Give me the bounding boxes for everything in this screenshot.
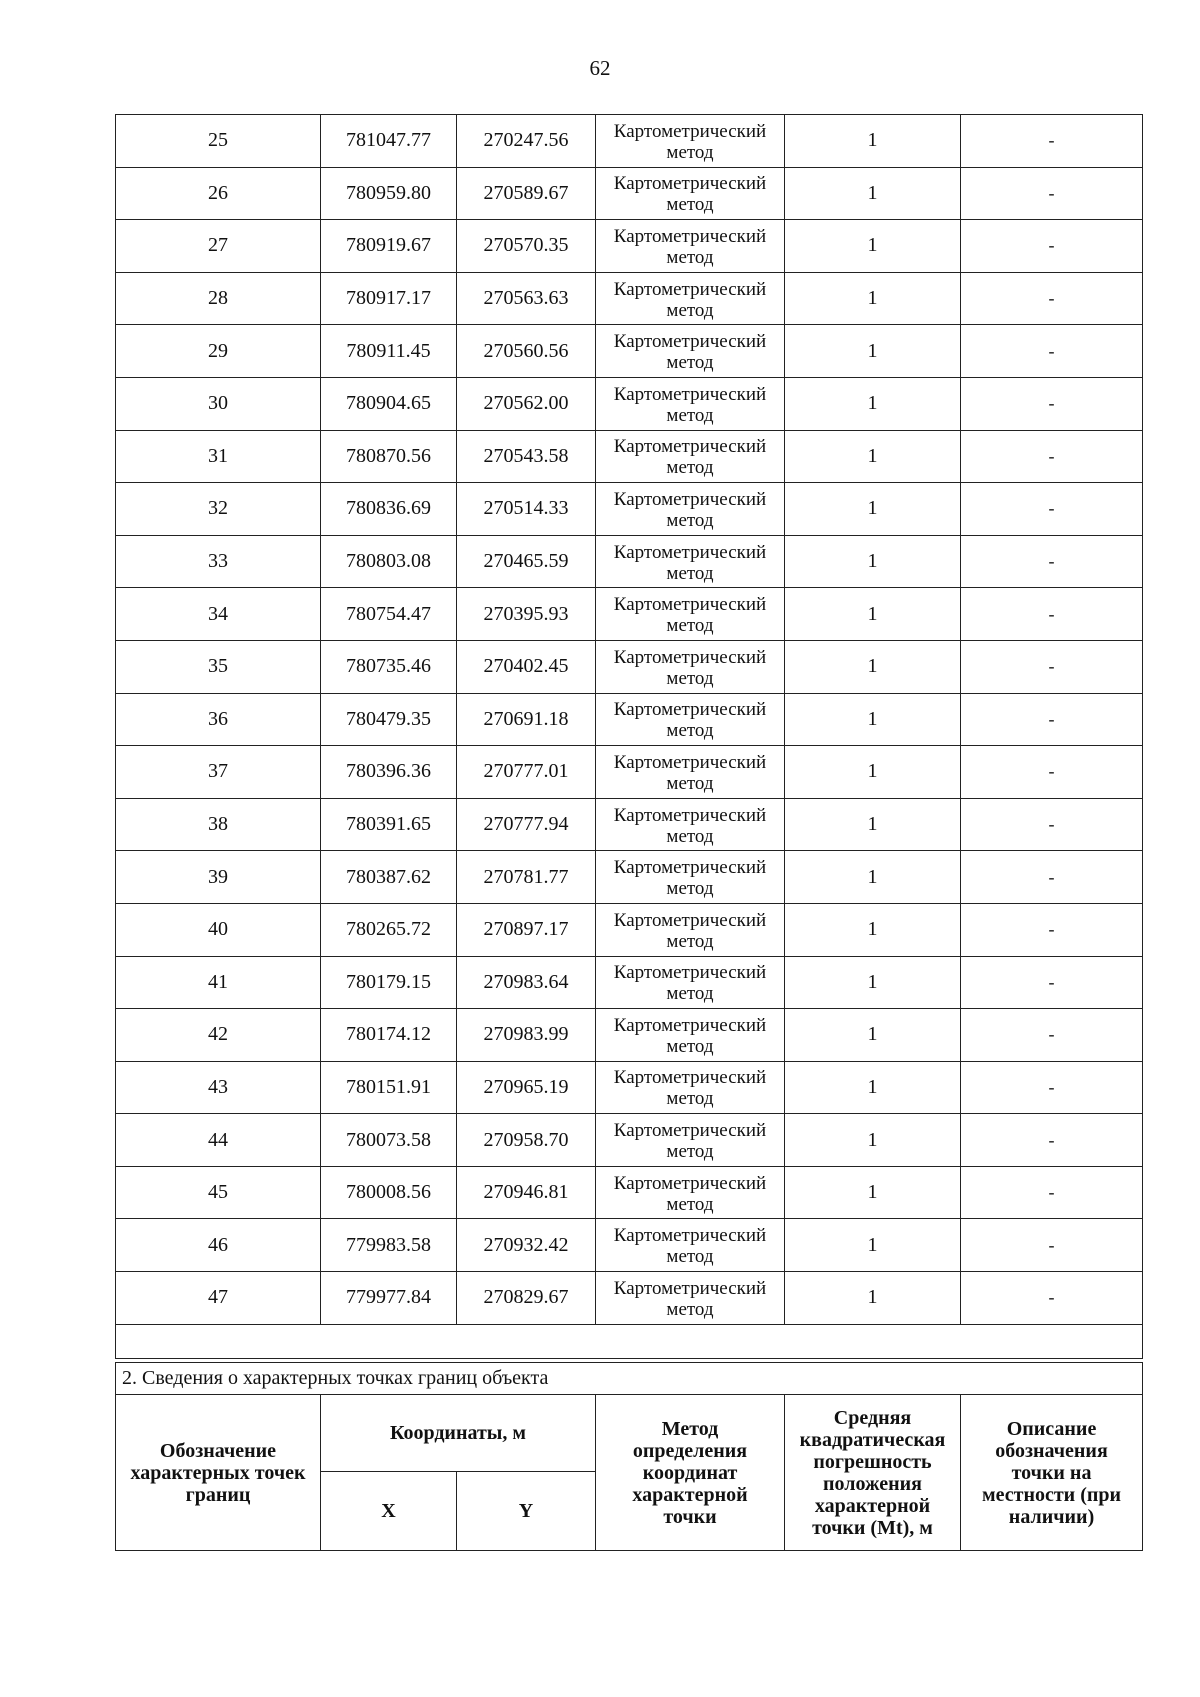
table-row: [116, 693, 1143, 746]
description-cell: -: [961, 535, 1143, 588]
method-cell: [596, 1114, 785, 1167]
description-cell: -: [961, 325, 1143, 378]
method-cell: [596, 903, 785, 956]
x-coordinate-cell: 780396.36: [321, 746, 457, 799]
table-row: [116, 430, 1143, 483]
method-line: метод: [666, 878, 714, 900]
header-coordinates: Координаты, м: [321, 1395, 596, 1472]
description-cell: -: [961, 640, 1143, 693]
method-line: Картометрический: [613, 1277, 767, 1299]
header-line: положения: [823, 1472, 922, 1495]
method-line: Картометрический: [613, 594, 767, 616]
y-coordinate-cell: 270514.33: [457, 483, 596, 536]
header-line: Средняя: [833, 1406, 912, 1429]
mt-cell: 1: [785, 325, 961, 378]
table-row: [116, 798, 1143, 851]
header-line: обозначения: [995, 1439, 1108, 1462]
point-number-cell: 25: [116, 115, 321, 168]
method-line: Картометрический: [613, 383, 767, 405]
method-cell: [596, 483, 785, 536]
point-number-cell: 45: [116, 1166, 321, 1219]
y-coordinate-cell: 270562.00: [457, 377, 596, 430]
mt-cell: 1: [785, 272, 961, 325]
method-cell: [596, 640, 785, 693]
mt-cell: 1: [785, 903, 961, 956]
mt-cell: 1: [785, 640, 961, 693]
point-number-cell: 37: [116, 746, 321, 799]
table-row: [116, 903, 1143, 956]
method-line: Картометрический: [613, 120, 767, 142]
section2-table: [115, 1362, 1143, 1551]
y-coordinate-cell: 270395.93: [457, 588, 596, 641]
method-line: Картометрический: [613, 1120, 767, 1142]
y-coordinate-cell: 270570.35: [457, 220, 596, 273]
y-coordinate-cell: 270560.56: [457, 325, 596, 378]
point-number-cell: 42: [116, 1009, 321, 1062]
empty-row: [116, 1324, 1143, 1358]
method-line: метод: [666, 825, 714, 847]
mt-cell: 1: [785, 851, 961, 904]
header-line: характерной: [632, 1483, 748, 1506]
y-coordinate-cell: 270932.42: [457, 1219, 596, 1272]
method-line: метод: [666, 772, 714, 794]
method-line: метод: [666, 930, 714, 952]
y-coordinate-cell: 270777.01: [457, 746, 596, 799]
x-coordinate-cell: 781047.77: [321, 115, 457, 168]
table-row: [116, 956, 1143, 1009]
method-cell: [596, 1061, 785, 1114]
method-line: метод: [666, 1298, 714, 1320]
table-row: [116, 1272, 1143, 1325]
y-coordinate-cell: 270983.64: [457, 956, 596, 1009]
table-row: [116, 1166, 1143, 1219]
method-cell: [596, 115, 785, 168]
point-number-cell: 31: [116, 430, 321, 483]
point-number-cell: 40: [116, 903, 321, 956]
x-coordinate-cell: 780174.12: [321, 1009, 457, 1062]
table-row: [116, 1114, 1143, 1167]
y-coordinate-cell: 270247.56: [457, 115, 596, 168]
x-coordinate-cell: 780073.58: [321, 1114, 457, 1167]
mt-cell: 1: [785, 798, 961, 851]
y-coordinate-cell: 270946.81: [457, 1166, 596, 1219]
method-line: Картометрический: [613, 646, 767, 668]
table-row: [116, 483, 1143, 536]
table-row: [116, 167, 1143, 220]
description-cell: -: [961, 1166, 1143, 1219]
point-number-cell: 34: [116, 588, 321, 641]
x-coordinate-cell: 780151.91: [321, 1061, 457, 1114]
method-line: Картометрический: [613, 541, 767, 563]
point-number-cell: 30: [116, 377, 321, 430]
header-line: определения: [632, 1439, 748, 1462]
method-line: метод: [666, 404, 714, 426]
header-line: границ: [185, 1483, 251, 1506]
description-cell: -: [961, 115, 1143, 168]
method-cell: [596, 1272, 785, 1325]
method-cell: [596, 588, 785, 641]
y-coordinate-cell: 270781.77: [457, 851, 596, 904]
header-line: местности (при: [982, 1483, 1122, 1506]
header-line: точки (Mt), м: [812, 1516, 933, 1539]
description-cell: -: [961, 483, 1143, 536]
y-coordinate-cell: 270983.99: [457, 1009, 596, 1062]
method-cell: [596, 167, 785, 220]
header-x: X: [321, 1472, 457, 1551]
header-line: Метод: [661, 1417, 719, 1440]
method-line: метод: [666, 141, 714, 163]
method-line: метод: [666, 299, 714, 321]
x-coordinate-cell: 780008.56: [321, 1166, 457, 1219]
mt-cell: 1: [785, 693, 961, 746]
mt-cell: 1: [785, 1219, 961, 1272]
description-cell: -: [961, 1009, 1143, 1062]
point-number-cell: 41: [116, 956, 321, 1009]
x-coordinate-cell: 780959.80: [321, 167, 457, 220]
method-line: метод: [666, 457, 714, 479]
description-cell: -: [961, 851, 1143, 904]
y-coordinate-cell: 270589.67: [457, 167, 596, 220]
point-number-cell: 33: [116, 535, 321, 588]
method-cell: [596, 272, 785, 325]
method-cell: [596, 535, 785, 588]
method-line: Картометрический: [613, 225, 767, 247]
method-line: метод: [666, 720, 714, 742]
header-description: [961, 1395, 1143, 1551]
header-designation: [116, 1395, 321, 1551]
table-row: [116, 220, 1143, 273]
description-cell: -: [961, 377, 1143, 430]
x-coordinate-cell: 779977.84: [321, 1272, 457, 1325]
point-number-cell: 38: [116, 798, 321, 851]
mt-cell: 1: [785, 956, 961, 1009]
header-error: [785, 1395, 961, 1551]
empty-cell: [116, 1324, 1143, 1358]
mt-cell: 1: [785, 483, 961, 536]
table-row: [116, 1061, 1143, 1114]
table-row: [116, 588, 1143, 641]
y-coordinate-cell: 270829.67: [457, 1272, 596, 1325]
point-number-cell: 44: [116, 1114, 321, 1167]
method-cell: [596, 693, 785, 746]
method-cell: [596, 1219, 785, 1272]
method-line: Картометрический: [613, 1067, 767, 1089]
method-line: Картометрический: [613, 751, 767, 773]
method-line: Картометрический: [613, 1225, 767, 1247]
description-cell: -: [961, 220, 1143, 273]
point-number-cell: 32: [116, 483, 321, 536]
y-coordinate-cell: 270777.94: [457, 798, 596, 851]
point-number-cell: 28: [116, 272, 321, 325]
method-line: метод: [666, 246, 714, 268]
description-cell: -: [961, 798, 1143, 851]
x-coordinate-cell: 780836.69: [321, 483, 457, 536]
header-line: квадратическая: [799, 1428, 946, 1451]
header-line: Описание: [1006, 1417, 1097, 1440]
x-coordinate-cell: 779983.58: [321, 1219, 457, 1272]
x-coordinate-cell: 780735.46: [321, 640, 457, 693]
x-coordinate-cell: 780479.35: [321, 693, 457, 746]
header-line: характерной: [814, 1494, 931, 1517]
table-row: [116, 746, 1143, 799]
method-line: Картометрический: [613, 804, 767, 826]
y-coordinate-cell: 270465.59: [457, 535, 596, 588]
description-cell: -: [961, 956, 1143, 1009]
method-cell: [596, 851, 785, 904]
method-line: Картометрический: [613, 436, 767, 458]
mt-cell: 1: [785, 430, 961, 483]
x-coordinate-cell: 780391.65: [321, 798, 457, 851]
mt-cell: 1: [785, 220, 961, 273]
description-cell: -: [961, 746, 1143, 799]
method-cell: [596, 377, 785, 430]
header-y: Y: [457, 1472, 596, 1551]
method-cell: [596, 430, 785, 483]
method-line: метод: [666, 509, 714, 531]
x-coordinate-cell: 780917.17: [321, 272, 457, 325]
page-number: 62: [589, 56, 611, 80]
description-cell: -: [961, 272, 1143, 325]
table-row: [116, 640, 1143, 693]
mt-cell: 1: [785, 1009, 961, 1062]
x-coordinate-cell: 780754.47: [321, 588, 457, 641]
y-coordinate-cell: 270543.58: [457, 430, 596, 483]
method-line: метод: [666, 667, 714, 689]
point-number-cell: 43: [116, 1061, 321, 1114]
coordinates-table-body: [116, 115, 1143, 1359]
mt-cell: 1: [785, 377, 961, 430]
mt-cell: 1: [785, 746, 961, 799]
table-row: [116, 535, 1143, 588]
method-line: Картометрический: [613, 857, 767, 879]
method-line: Картометрический: [613, 962, 767, 984]
x-coordinate-cell: 780387.62: [321, 851, 457, 904]
y-coordinate-cell: 270965.19: [457, 1061, 596, 1114]
x-coordinate-cell: 780803.08: [321, 535, 457, 588]
method-line: Картометрический: [613, 173, 767, 195]
method-line: метод: [666, 1193, 714, 1215]
y-coordinate-cell: 270958.70: [457, 1114, 596, 1167]
table-row: [116, 377, 1143, 430]
x-coordinate-cell: 780265.72: [321, 903, 457, 956]
mt-cell: 1: [785, 588, 961, 641]
description-cell: -: [961, 903, 1143, 956]
y-coordinate-cell: 270897.17: [457, 903, 596, 956]
method-cell: [596, 325, 785, 378]
mt-cell: 1: [785, 1272, 961, 1325]
mt-cell: 1: [785, 1114, 961, 1167]
header-line: характерных точек: [130, 1461, 306, 1484]
description-cell: -: [961, 1114, 1143, 1167]
coordinates-table: [115, 114, 1143, 1359]
method-cell: [596, 798, 785, 851]
point-number-cell: 47: [116, 1272, 321, 1325]
mt-cell: 1: [785, 535, 961, 588]
description-cell: -: [961, 693, 1143, 746]
method-line: Картометрический: [613, 1172, 767, 1194]
method-line: метод: [666, 194, 714, 216]
point-number-cell: 36: [116, 693, 321, 746]
method-cell: [596, 1166, 785, 1219]
description-cell: -: [961, 1219, 1143, 1272]
point-number-cell: 39: [116, 851, 321, 904]
description-cell: -: [961, 167, 1143, 220]
table-row: [116, 1219, 1143, 1272]
header-line: точки на: [1011, 1461, 1092, 1484]
method-line: метод: [666, 1246, 714, 1268]
x-coordinate-cell: 780919.67: [321, 220, 457, 273]
table-row: [116, 851, 1143, 904]
mt-cell: 1: [785, 1166, 961, 1219]
description-cell: -: [961, 1061, 1143, 1114]
method-line: Картометрический: [613, 278, 767, 300]
x-coordinate-cell: 780904.65: [321, 377, 457, 430]
x-coordinate-cell: 780870.56: [321, 430, 457, 483]
y-coordinate-cell: 270691.18: [457, 693, 596, 746]
section2-title: 2. Сведения о характерных точках границ объекта: [116, 1363, 1143, 1395]
method-line: метод: [666, 352, 714, 374]
header-line: Обозначение: [159, 1439, 277, 1462]
method-cell: [596, 220, 785, 273]
y-coordinate-cell: 270402.45: [457, 640, 596, 693]
method-line: Картометрический: [613, 1014, 767, 1036]
header-line: наличии): [1008, 1505, 1095, 1528]
method-line: метод: [666, 562, 714, 584]
table-row: [116, 272, 1143, 325]
method-line: Картометрический: [613, 699, 767, 721]
method-line: метод: [666, 615, 714, 637]
point-number-cell: 46: [116, 1219, 321, 1272]
description-cell: -: [961, 1272, 1143, 1325]
method-cell: [596, 1009, 785, 1062]
method-line: Картометрический: [613, 331, 767, 353]
description-cell: -: [961, 430, 1143, 483]
x-coordinate-cell: 780179.15: [321, 956, 457, 1009]
table-row: [116, 1009, 1143, 1062]
table-row: [116, 115, 1143, 168]
method-line: метод: [666, 1141, 714, 1163]
header-line: погрешность: [813, 1450, 932, 1473]
header-line: точки: [663, 1505, 717, 1528]
mt-cell: 1: [785, 167, 961, 220]
method-line: метод: [666, 1088, 714, 1110]
x-coordinate-cell: 780911.45: [321, 325, 457, 378]
method-line: Картометрический: [613, 909, 767, 931]
method-line: Картометрический: [613, 488, 767, 510]
method-line: метод: [666, 1035, 714, 1057]
header-line: координат: [642, 1461, 738, 1484]
point-number-cell: 29: [116, 325, 321, 378]
mt-cell: 1: [785, 115, 961, 168]
point-number-cell: 27: [116, 220, 321, 273]
method-cell: [596, 956, 785, 1009]
description-cell: -: [961, 588, 1143, 641]
method-line: метод: [666, 983, 714, 1005]
table-row: [116, 325, 1143, 378]
point-number-cell: 26: [116, 167, 321, 220]
method-cell: [596, 746, 785, 799]
y-coordinate-cell: 270563.63: [457, 272, 596, 325]
mt-cell: 1: [785, 1061, 961, 1114]
point-number-cell: 35: [116, 640, 321, 693]
header-method: [596, 1395, 785, 1551]
